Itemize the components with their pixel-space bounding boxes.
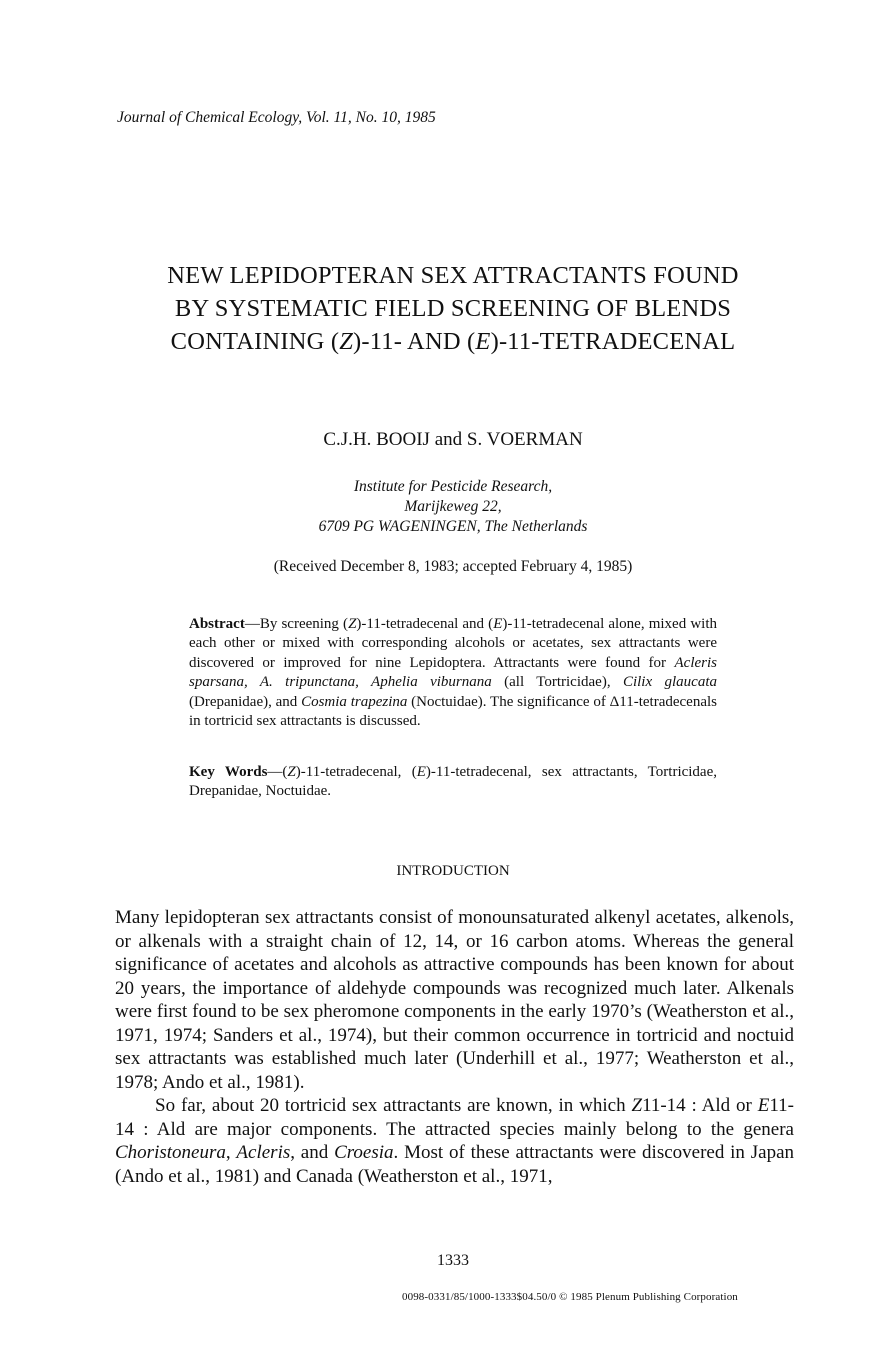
- title-line-2: BY SYSTEMATIC FIELD SCREENING OF BLENDS: [174, 295, 732, 322]
- affiliation-line-1: Institute for Pesticide Research,: [353, 478, 553, 495]
- journal-header: Journal of Chemical Ecology, Vol. 11, No. 10, 1985: [117, 109, 436, 126]
- title-line-3: CONTAINING (Z)-11- AND (E)-11-TETRADECENAL: [170, 328, 736, 355]
- affiliation-line-2: Marijkeweg 22,: [404, 498, 502, 515]
- abstract-label: Abstract: [189, 616, 245, 632]
- received-dates: (Received December 8, 1983; accepted February 4, 1985): [273, 558, 633, 575]
- page-number: 1333: [437, 1252, 469, 1269]
- authors: C.J.H. BOOIJ and S. VOERMAN: [323, 429, 583, 450]
- key-words: Key Words—(Z)-11-tetradecenal, (E)-11-tetradecenal, sex attractants, Tortricidae, Drepanidae, Noctuidae.: [189, 764, 717, 800]
- paragraph-2: So far, about 20 tortricid sex attractants are known, in which Z11-14 : Ald or E11-14 : Ald are major components. The attracted species mainly belong to the genera Choristoneura, Acleris, and Croesia. Most of these attractants were discovered in Japan (Ando et al., 1981) and Canada (Weatherston et al., 1971,: [115, 1095, 795, 1187]
- introduction-heading: INTRODUCTION: [396, 863, 510, 879]
- affiliation: [0, 477, 886, 537]
- abstract: Abstract—By screening (Z)-11-tetradecenal and (E)-11-tetradecenal alone, mixed with each other or mixed with corresponding alcohols or acetates, sex attractants were discovered or improved for nine Lepidoptera. Attractants were found for Acleris sparsana, A. tripunctana, Aphelia viburnana (all Tortricidae), Cilix glaucata (Drepanidae), and Cosmia trapezina (Noctuidae). The significance of Δ11-tetradecenals in tortricid sex attractants is discussed.: [189, 616, 717, 730]
- title-line-1: NEW LEPIDOPTERAN SEX ATTRACTANTS FOUND: [167, 262, 739, 289]
- article-title: [0, 259, 886, 358]
- paragraph-1: Many lepidopteran sex attractants consist of monounsaturated alkenyl acetates, alkenols, or alkenals with a straight chain of 12, 14, or 16 carbon atoms. Whereas the general significance of acetates and alcohols as attractive compounds has been known for about 20 years, the importance of aldehyde compounds was recognized much later. Alkenals were first found to be sex pheromone components in the early 1970’s (Weatherston et al., 1971, 1974; Sanders et al., 1974), but their common occurrence in tortricid and noctuid sex attractants was established much later (Underhill et al., 1977; Weatherston et al., 1978; Ando et al., 1981).: [115, 907, 794, 1093]
- key-words-label: Key Words: [189, 764, 268, 780]
- copyright-line: 0098-0331/85/1000-1333$04.50/0 © 1985 Plenum Publishing Corporation: [402, 1291, 738, 1303]
- affiliation-line-3: 6709 PG WAGENINGEN, The Netherlands: [318, 518, 588, 535]
- introduction-body: [115, 906, 794, 1188]
